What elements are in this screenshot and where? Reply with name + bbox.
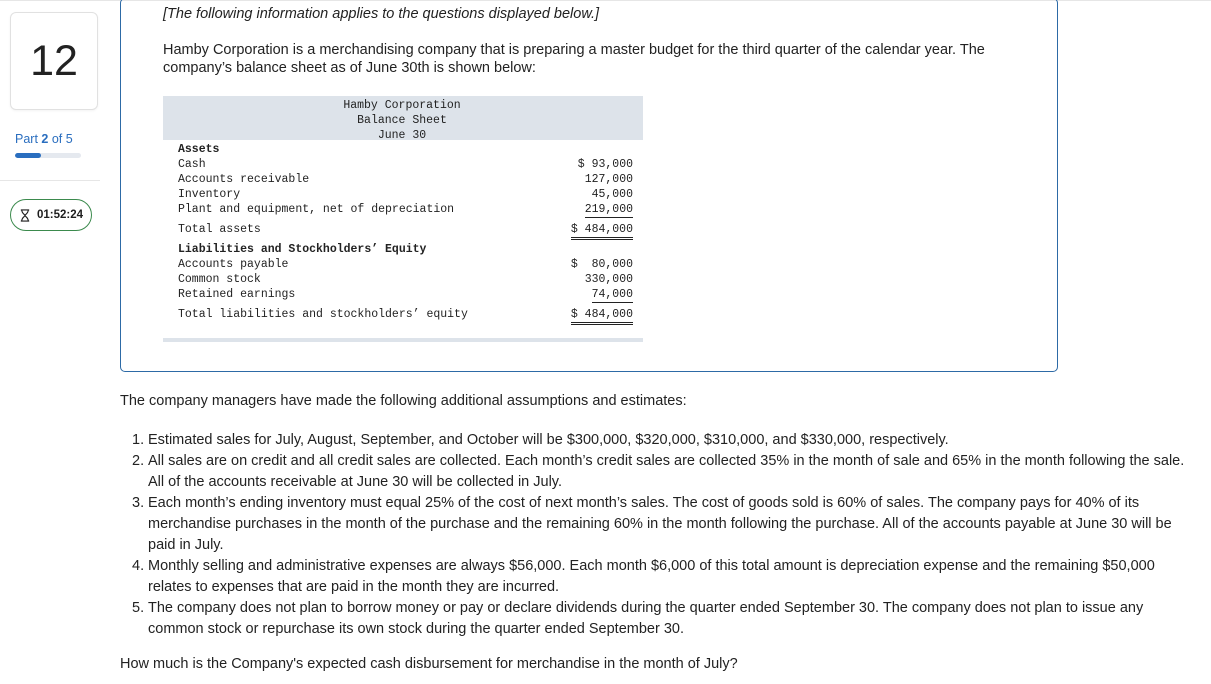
- row-value: 45,000: [591, 188, 633, 201]
- row-label: Inventory: [178, 188, 241, 201]
- bs-company: Hamby Corporation: [343, 99, 461, 112]
- sidebar-divider: [0, 180, 100, 181]
- item-text: All sales are on credit and all credit sales are collected. Each month’s credit sales are collected 35% in the month of sale and 65% in the month following the sale. All of the accounts receivable at June 30 will be collected in July.: [148, 453, 1185, 490]
- row-label: Accounts payable: [178, 258, 289, 271]
- item-text: Monthly selling and administrative expenses are always $56,000. Each month $6,000 of this total amount is depreciation expense and the remaining $50,000 relates to expenses that are paid in the month they are incurred.: [148, 558, 1155, 595]
- row-label: Common stock: [178, 273, 261, 286]
- timer-value: 01:52:24: [36, 209, 84, 221]
- timer-button[interactable]: [10, 199, 92, 231]
- list-item: [120, 493, 1195, 556]
- part-prefix: Part: [15, 132, 38, 146]
- table-row: [163, 172, 643, 187]
- item-number: 1.: [132, 432, 145, 448]
- row-value: $ 484,000: [571, 222, 633, 240]
- item-number: 5.: [132, 600, 145, 616]
- table-row: [163, 157, 643, 172]
- row-value: 74,000: [591, 288, 633, 301]
- item-number: 3.: [132, 495, 145, 511]
- assets-heading: Assets: [178, 143, 220, 156]
- part-progress-bar: [15, 153, 81, 158]
- row-label: Cash: [178, 158, 206, 171]
- item-text: Each month’s ending inventory must equal 25% of the cost of next month’s sales. The cost of goods sold is 60% of sales. The company pays for 40% of its merchandise purchases in the month of the purchase and the remaining 60% in the month following the purchase. All of the accounts payable at June 30 will be paid in July.: [148, 495, 1172, 553]
- balance-sheet-footer: [163, 338, 643, 342]
- company-description: Hamby Corporation is a merchandising company that is preparing a master budget for the third quarter of the calendar year. The company’s balance sheet as of June 30th is shown below:: [163, 42, 985, 76]
- row-label: Total assets: [178, 223, 261, 236]
- balance-sheet-table: [163, 96, 643, 342]
- row-value: 127,000: [584, 173, 633, 186]
- question-prompt: How much is the Company's expected cash disbursement for merchandise in the month of July?: [120, 656, 738, 672]
- assets-heading-row: [163, 142, 643, 157]
- part-total: of 5: [51, 132, 73, 146]
- item-text: The company does not plan to borrow money or pay or declare dividends during the quarter ended September 30. The company does not plan to issue any common stock or repurchase its own stock during the quarter ended September 30.: [148, 600, 1144, 637]
- part-indicator: [15, 132, 73, 146]
- table-row: [163, 187, 643, 202]
- table-row: [163, 272, 643, 287]
- table-row: [163, 202, 643, 217]
- row-label: Accounts receivable: [178, 173, 310, 186]
- item-number: 4.: [132, 558, 145, 574]
- row-value: 219,000: [584, 203, 633, 216]
- row-value: $ 484,000: [571, 307, 633, 325]
- total-liabilities-row: [163, 307, 643, 322]
- row-value: $ 80,000: [570, 258, 633, 271]
- table-row: [163, 257, 643, 272]
- part-progress-fill: [15, 153, 41, 158]
- liabilities-heading-row: [163, 242, 643, 257]
- row-value: $ 93,000: [577, 158, 633, 171]
- item-number: 2.: [132, 453, 145, 469]
- assumptions-intro: The company managers have made the following additional assumptions and estimates:: [120, 393, 687, 409]
- item-text: Estimated sales for July, August, September, and October will be $300,000, $320,000, $310,000, and $330,000, respectively.: [148, 432, 949, 448]
- row-value: 330,000: [584, 273, 633, 286]
- table-row: [163, 287, 643, 302]
- total-assets-row: [163, 222, 643, 237]
- list-item: [120, 556, 1195, 598]
- row-label: Plant and equipment, net of depreciation: [178, 203, 455, 216]
- question-number: 12: [30, 36, 78, 85]
- row-label: Total liabilities and stockholders’ equity: [178, 308, 468, 321]
- list-item: [120, 451, 1195, 493]
- row-label: Retained earnings: [178, 288, 296, 301]
- bs-date: June 30: [377, 129, 427, 142]
- balance-sheet-header: [163, 96, 643, 140]
- assumptions-list: [120, 430, 1195, 640]
- list-item: [120, 430, 1195, 451]
- list-item: [120, 598, 1195, 640]
- part-current: 2: [41, 132, 49, 146]
- question-number-box: [10, 12, 98, 110]
- hourglass-icon: [19, 209, 31, 222]
- info-note: [The following information applies to the questions displayed below.]: [163, 6, 600, 22]
- bs-title: Balance Sheet: [357, 114, 447, 127]
- liabilities-heading: Liabilities and Stockholders’ Equity: [178, 243, 427, 256]
